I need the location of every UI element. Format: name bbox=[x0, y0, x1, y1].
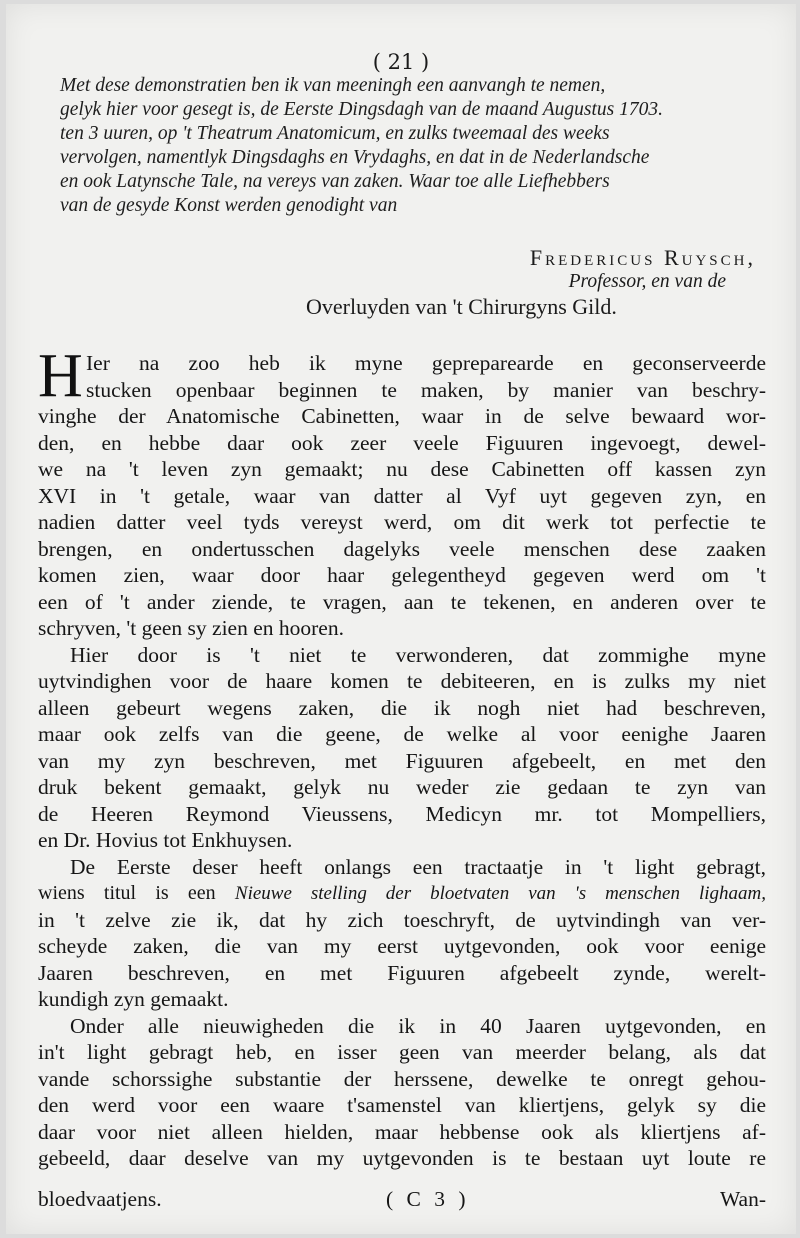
text-line: den, en hebbe daar ook zeer veele Figuuren ingevoegt, dewel- bbox=[38, 430, 766, 455]
text-line: komen zien, waar door haar gelegentheyd gegeven werd om 't bbox=[38, 563, 766, 587]
main-text bbox=[38, 342, 766, 1172]
intro-line: en ook Latynsche Tale, na vereys van zaken. Waar toe alle Liefhebbers bbox=[60, 171, 610, 192]
text-line: De Eerste deser heeft onlangs een tractaatje in 't light gebragt, bbox=[70, 854, 766, 879]
text-line: we na 't leven zyn gemaakt; nu dese Cabinetten off kassen zyn bbox=[38, 457, 766, 481]
intro-line: van de gesyde Konst werden genodight van bbox=[60, 195, 398, 216]
text-line: de Heeren Reymond Vieussens, Medicyn mr. tot Mompelliers, bbox=[38, 801, 766, 826]
intro-paragraph bbox=[60, 74, 766, 218]
text-line: Ier na zoo heb ik myne gepreparearde en geconserveerde bbox=[86, 351, 766, 375]
text-line: vinghe der Anatomische Cabinetten, waar in de selve bewaard wor- bbox=[38, 404, 766, 428]
text-line: Hier door is 't niet te verwonderen, dat zommighe myne bbox=[70, 642, 766, 667]
text-line: druk bekent gemaakt, gelyk nu weder zie gedaan te zyn van bbox=[38, 775, 766, 799]
text-line: gebeeld, daar deselve van my uytgevonden is te bestaan uyt loute re bbox=[38, 1146, 766, 1170]
catchword: Wan- bbox=[719, 1187, 766, 1211]
text-line: alleen gebeurt wegens zaken, die ik nogh niet had beschreven, bbox=[38, 695, 766, 720]
text-line: vande schorssighe substantie der herssene, dewelke te onregt gehou- bbox=[38, 1066, 766, 1091]
text-line: wiens titul is een Nieuwe stelling der bloetvaten van 's menschen lighaam, bbox=[38, 882, 766, 904]
signature-title: Professor, en van de bbox=[568, 271, 726, 292]
text-line: in 't zelve zie ik, dat hy zich toeschryft, de uytvindingh van ver- bbox=[38, 907, 766, 932]
signature-guild: Overluyden van 't Chirurgyns Gild. bbox=[306, 294, 617, 319]
book-page bbox=[6, 4, 796, 1234]
text-line: schryven, 't geen sy zien en hooren. bbox=[38, 616, 344, 640]
text-line: XVI in 't getale, waar van datter al Vyf uyt gegeven zyn, en bbox=[38, 483, 766, 508]
intro-line: gelyk hier voor gesegt is, de Eerste Dingsdagh van de maand Augustus 1703. bbox=[60, 99, 663, 120]
text-line: maar ook zelfs van die geene, de welke al voor eenighe Jaaren bbox=[38, 722, 766, 746]
text-line: in't light gebragt heb, en isser geen van meerder belang, als dat bbox=[38, 1040, 766, 1064]
text-line: en Dr. Hovius tot Enkhuysen. bbox=[38, 828, 293, 852]
intro-line: vervolgen, namentlyk Dingsdaghs en Vrydaghs, en dat in de Nederlandsche bbox=[60, 147, 650, 168]
text-line: den werd voor een waare t'samenstel van kliertjens, gelyk sy die bbox=[38, 1093, 766, 1117]
intro-line: ten 3 uuren, op 't Theatrum Anatomicum, en zulks tweemaal des weeks bbox=[60, 123, 610, 144]
signature-name: Fredericus Ruysch, bbox=[529, 245, 756, 270]
text-line: daar voor niet alleen hielden, maar hebbense ook als kliertjens af- bbox=[38, 1119, 766, 1144]
text-line: nadien datter veel tyds vereyst werd, om dit werk tot perfectie te bbox=[38, 510, 766, 534]
text-line: van my zyn beschreven, met Figuuren afgebeelt, en met den bbox=[38, 748, 766, 773]
page-footer bbox=[38, 1187, 766, 1213]
text-line: Jaaren beschreven, en met Figuuren afgebeelt zynde, werelt- bbox=[38, 960, 766, 985]
signature-mark: ( C 3 ) bbox=[386, 1187, 470, 1211]
drop-cap: H bbox=[38, 342, 83, 410]
page-number: ( 21 ) bbox=[372, 50, 430, 74]
text-line: kundigh zyn gemaakt. bbox=[38, 987, 229, 1011]
text-line: scheyde zaken, die van my eerst uytgevonden, ook voor eenige bbox=[38, 934, 766, 958]
text-line: uytvindighen voor de haare komen te debiteeren, en is zulks my niet bbox=[38, 669, 766, 693]
text-line: Onder alle nieuwigheden die ik in 40 Jaaren uytgevonden, en bbox=[70, 1013, 766, 1038]
text-line: brengen, en ondertusschen dagelyks veele menschen dese zaaken bbox=[38, 536, 766, 561]
text-line: een of 't ander ziende, te vragen, aan te tekenen, en anderen over te bbox=[38, 589, 766, 614]
intro-line: Met dese demonstratien ben ik van meeningh een aanvangh te nemen, bbox=[60, 75, 606, 96]
footer-last-word: bloedvaatjens. bbox=[38, 1187, 162, 1211]
text-line: stucken openbaar beginnen te maken, by manier van beschry- bbox=[86, 377, 766, 402]
